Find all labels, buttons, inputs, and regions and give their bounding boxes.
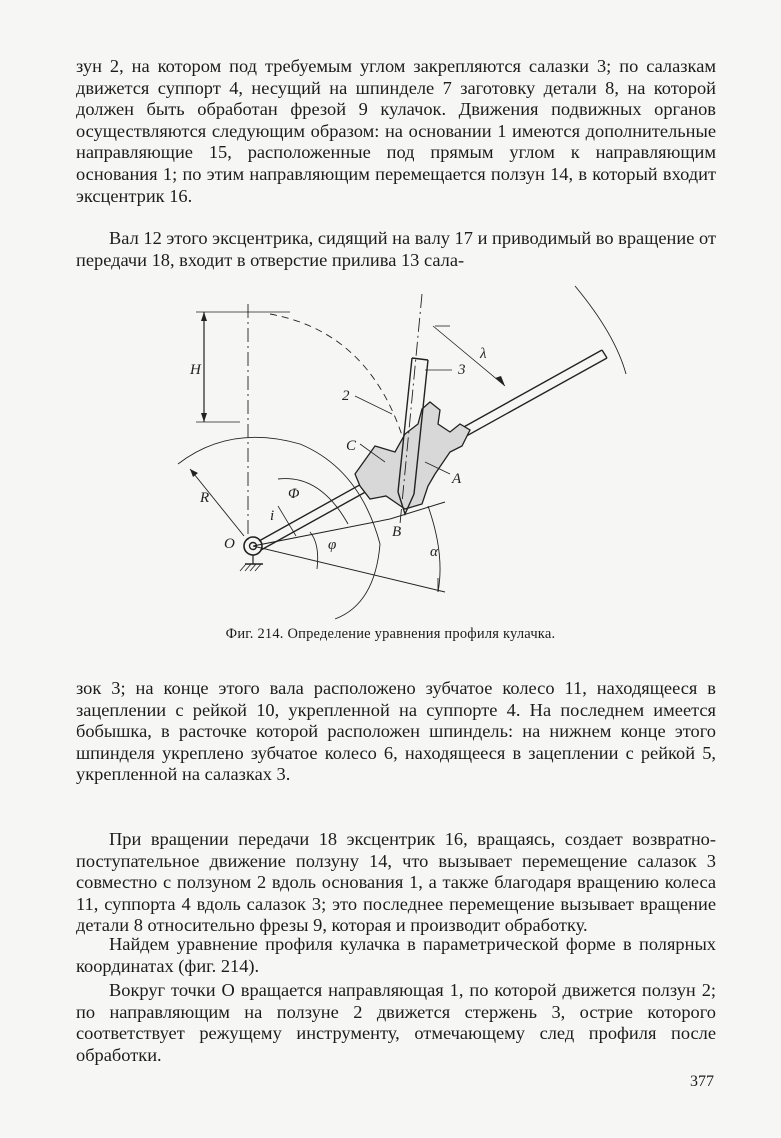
paragraph-2-text: Вал 12 этого эксцентрика, сидящий на валу 17 и приводимый во вращение от передачи 18, входит в отверстие прилива 13 сала- <box>76 228 716 270</box>
label-2: 2 <box>342 388 350 404</box>
paragraph-6 <box>76 980 716 1066</box>
paragraph-1: зун 2, на котором под требуемым углом закрепляются салазки 3; по салазкам движется суппорт 4, несущий на шпинделе 7 заготовку детали 8, на которой должен быть обработан фрезой 9 кулачок. Движения подвижных органов осуществляются следующим образом: на основании 1 имеются дополнительные направляющие 15, расположенные под прямым углом к направляющим основания 1; по этим направляющим перемещается ползун 14, в который входит эксцентрик 16. <box>76 56 716 206</box>
paragraph-5 <box>76 934 716 977</box>
label-R: R <box>200 490 210 506</box>
label-H: H <box>190 362 201 378</box>
page-number: 377 <box>690 1073 714 1090</box>
paragraph-4 <box>76 829 716 937</box>
paragraph-6-text: Вокруг точки O вращается направляющая 1, по которой движется ползун 2; по направляющим на ползуне 2 движется стержень 3, острие которого соответствует режущему инструменту, отмечающему след профиля после обработки. <box>76 980 716 1065</box>
label-lambda: λ <box>480 346 487 362</box>
paragraph-4-text: При вращении передачи 18 эксцентрик 16, вращаясь, создает возвратно-поступательное движение ползуну 14, что вызывает перемещение салазок 3 совместно с ползуном 2 вдоль основания 1, а также благодаря вращению колеса 11, суппорта 4 вдоль салазок 3; это последнее перемещение вызывает вращение детали 8 относительно фрезы 9, которая и производит обработку. <box>76 829 716 936</box>
label-A: A <box>452 471 462 487</box>
label-phi: φ <box>328 537 337 553</box>
label-C: C <box>346 438 357 454</box>
label-Phi: Φ <box>288 486 300 502</box>
figure-caption: Фиг. 214. Определение уравнения профиля кулачка. <box>225 626 556 642</box>
label-i: i <box>270 508 275 524</box>
paragraph-5-text: Найдем уравнение профиля кулачка в параметрической форме в полярных координатах (фиг. 214). <box>76 934 716 976</box>
label-O: O <box>224 536 235 552</box>
paragraph-3: зок 3; на конце этого вала расположено зубчатое колесо 11, находящееся в зацеплении с рейкой 10, укрепленной на суппорте 4. На последнем имеется бобышка, в расточке которой расположен шпиндель: на нижнем конце этого шпинделя укреплено зубчатое колесо 6, находящееся в зацеплении с рейкой 5, укрепленной на салазках 3. <box>76 678 716 785</box>
label-alpha: α <box>430 544 438 560</box>
label-B: B <box>392 524 402 540</box>
paragraph-2 <box>76 228 716 271</box>
label-3: 3 <box>458 362 466 378</box>
figure-214 <box>160 274 640 620</box>
